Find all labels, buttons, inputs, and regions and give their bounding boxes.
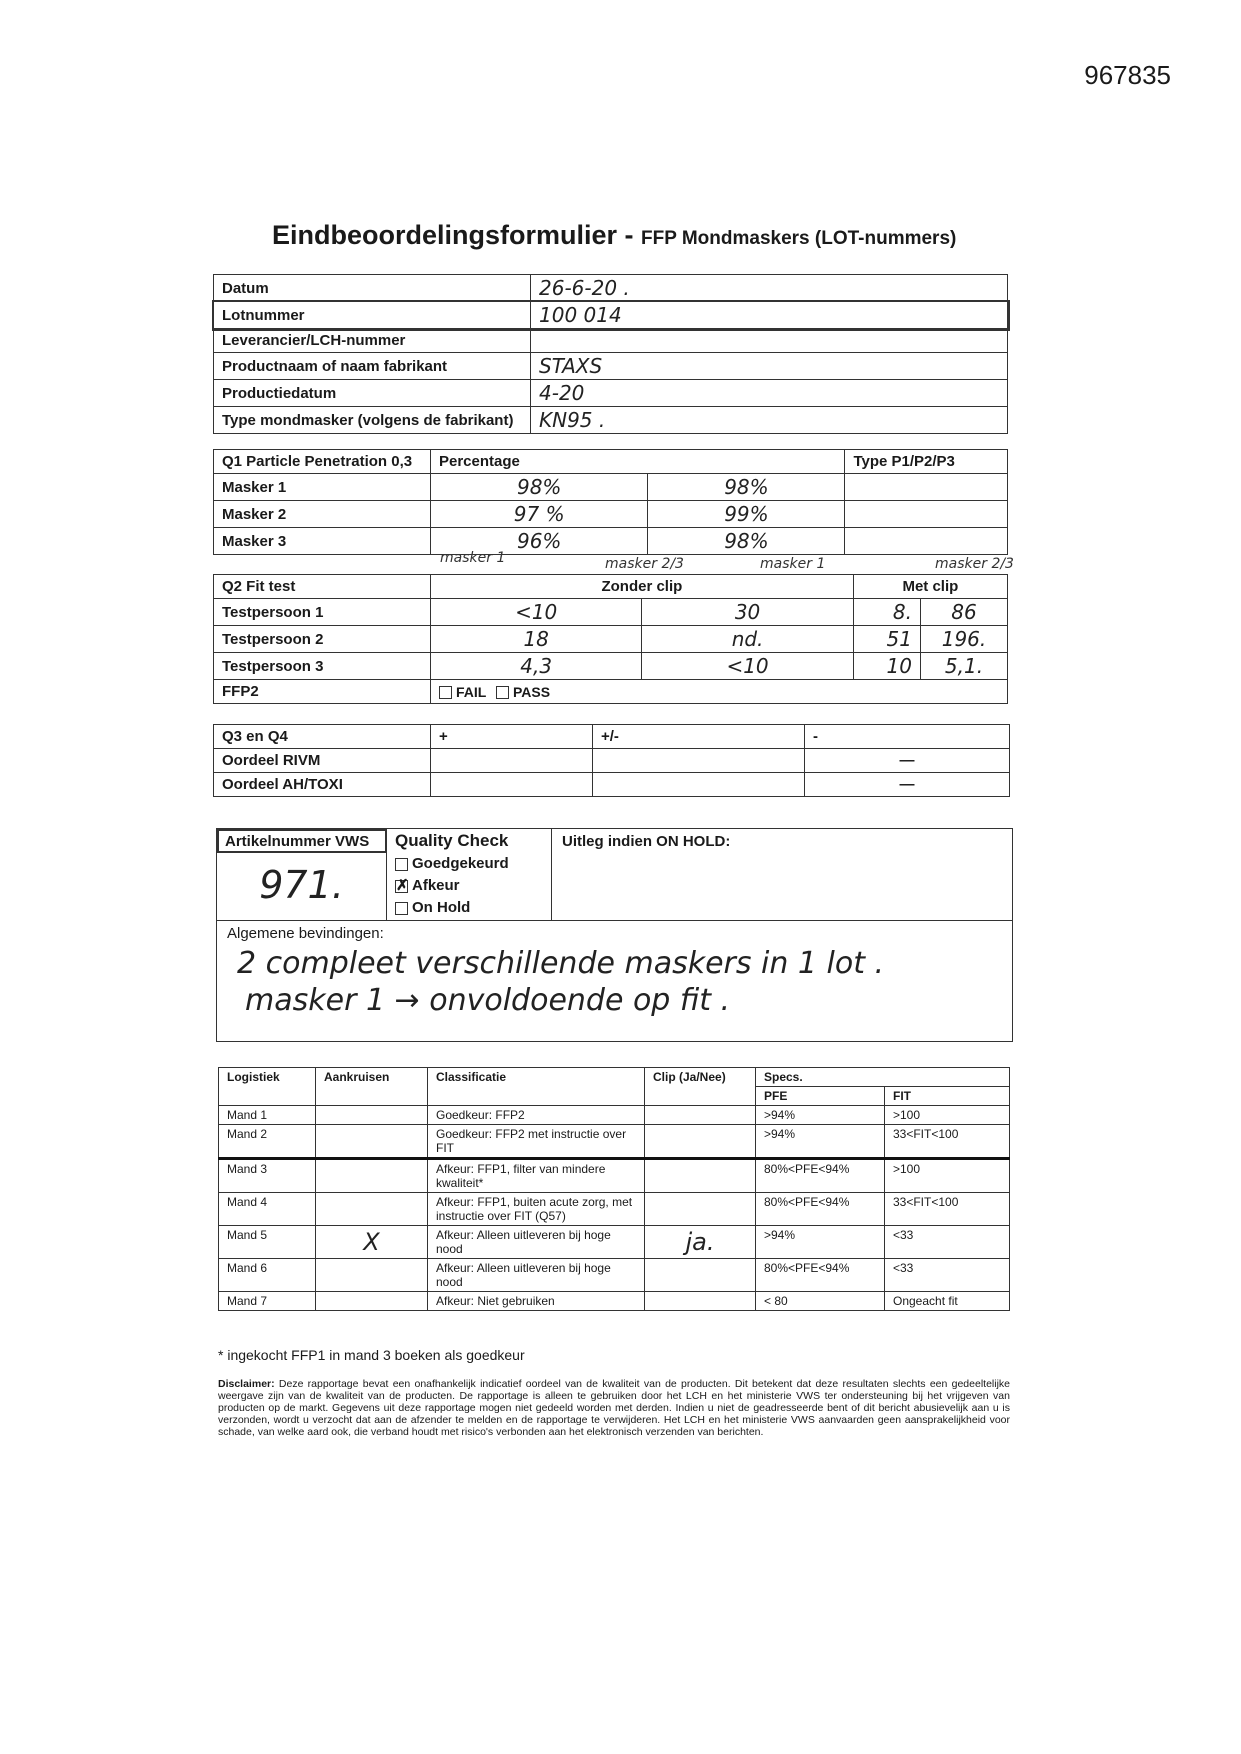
q2-annotation-masker23-clip: masker 2/3 [935,556,1014,572]
header-row [214,302,1008,329]
artikel-block [216,828,1013,1042]
disclaimer-text: Deze rapportage bevat een onafhankelijk indicatief oordeel van de kwaliteit van de producten. Dit betekent dat deze resultaten slechts een gedeeltelijke weergave zijn van de kwaliteit van de producten. De rapportage is alleen te gebruiken door het LCH en het ministerie VWS ter ondersteuning bij het vrijgeven van producten op de markt. Gegevens uit deze rapportage mogen niet gedeeld worden met derden. Indien u niet de geadresseerde bent of dit bericht abusievelijk aan u is verzonden, wordt u verzocht dat aan de afzender te melden en de rapportage te verwijderen. Het LCH en het ministerie VWS aanvaarden geen aansprakelijkheid voor schade, van welke aard ook, die verband houdt met risico's verbonden aan het elektronisch verzenden van berichten. [218,1378,1010,1438]
q2-met-2: 86 [921,599,1008,626]
qc-option: Afkeur [412,877,460,894]
mand-fit: Ongeacht fit [885,1292,1010,1311]
aankruisen-header: Aankruisen [316,1068,428,1106]
header-label: Leverancier/LCH-nummer [214,329,531,353]
q2-ffp2-row [214,680,1008,704]
onhold-checkbox[interactable] [395,902,408,915]
mand-class: Afkeur: Alleen uitleveren bij hoge nood [428,1259,645,1292]
q2-label: Q2 Fit test [214,575,431,599]
mand-pfe: < 80 [756,1292,885,1311]
clip-header: Clip (Ja/Nee) [645,1068,756,1106]
mand-fit: <33 [885,1226,1010,1259]
q2-annotation-masker1-clip: masker 1 [760,556,826,572]
q1-value-1: 97 % [431,501,648,528]
q3q4-row [214,773,1010,797]
q2-annotation-masker23: masker 2/3 [605,556,684,572]
q2-zonder-header: Zonder clip [431,575,854,599]
q1-row [214,474,1008,501]
goedgekeurd-checkbox[interactable] [395,858,408,871]
algemeen-line-1: 2 compleet verschillende maskers in 1 lot . [237,946,885,981]
mand-label: Mand 6 [219,1259,316,1292]
header-row [214,329,1008,353]
page-title [272,220,1032,251]
header-row [214,380,1008,407]
q1-type [845,528,1008,555]
q1-label: Q1 Particle Penetration 0,3 [214,450,431,474]
mand-label: Mand 7 [219,1292,316,1311]
disclaimer [218,1378,1010,1438]
logistiek-row [219,1159,1010,1193]
mand-label: Mand 2 [219,1125,316,1159]
mand-mark[interactable] [316,1106,428,1125]
afkeur-checkbox[interactable]: ✗ [396,876,409,894]
q2-row [214,599,1008,626]
q2-row [214,653,1008,680]
q3q4-minus-mark: — [805,773,1010,797]
q3q4-table [213,724,1010,797]
title-separator: - [617,220,642,250]
header-label: Productnaam of naam fabrikant [214,353,531,380]
qc-option: On Hold [412,899,471,916]
q1-value-2: 99% [648,501,845,528]
mand-class: Afkeur: FFP1, filter van mindere kwaliteit* [428,1159,645,1193]
mand-mark[interactable] [316,1193,428,1226]
header-value: 100 014 [531,302,1008,329]
mand-clip [645,1159,756,1193]
header-value: STAXS [531,353,1008,380]
mand-mark[interactable]: X [316,1226,428,1259]
mand-pfe: 80%<PFE<94% [756,1193,885,1226]
q2-header-row [214,575,1008,599]
mand-clip [645,1193,756,1226]
mand-pfe: >94% [756,1106,885,1125]
header-label: Type mondmasker (volgens de fabrikant) [214,407,531,434]
q2-met-2: 196. [921,626,1008,653]
mand-pfe: 80%<PFE<94% [756,1259,885,1292]
header-table [213,274,1008,434]
header-label: Productiedatum [214,380,531,407]
artikel-label: Artikelnummer VWS [225,833,370,850]
footnote: * ingekocht FFP1 in mand 3 boeken als goedkeur [218,1347,525,1363]
q3q4-row [214,749,1010,773]
q3q4-minus: - [805,725,1010,749]
pfe-header: PFE [756,1087,885,1106]
disclaimer-label: Disclaimer: [218,1378,275,1390]
mand-fit: 33<FIT<100 [885,1125,1010,1159]
q3q4-row-label: Oordeel RIVM [214,749,431,773]
mand-clip: ja. [645,1226,756,1259]
q1-row-label: Masker 2 [214,501,431,528]
q1-row-label: Masker 3 [214,528,431,555]
mand-clip [645,1259,756,1292]
mand-clip [645,1292,756,1311]
mand-fit: <33 [885,1259,1010,1292]
q2-zonder-1: <10 [431,599,642,626]
mand-class: Afkeur: Niet gebruiken [428,1292,645,1311]
mand-pfe: 80%<PFE<94% [756,1159,885,1193]
q2-zonder-1: 4,3 [431,653,642,680]
logistiek-header: Logistiek [219,1068,316,1106]
algemeen-line-2: masker 1 → onvoldoende op fit . [245,983,731,1018]
q2-row [214,626,1008,653]
q3q4-plusminus: +/- [593,725,805,749]
q1-table [213,449,1008,555]
artikel-value-cell [217,853,387,921]
q2-zonder-2: 30 [642,599,853,626]
page-number: 967835 [1084,60,1171,90]
q3q4-plus: + [431,725,593,749]
logistiek-row [219,1106,1010,1125]
logistiek-table [218,1067,1010,1311]
q2-table [213,574,1008,704]
q2-row-label: Testpersoon 1 [214,599,431,626]
q2-ffp2-label: FFP2 [214,680,431,704]
fit-header: FIT [885,1087,1010,1106]
title-sub: FFP Mondmaskers (LOT-nummers) [641,228,957,249]
mand-label: Mand 3 [219,1159,316,1193]
uitleg-label: Uitleg indien ON HOLD: [562,833,731,850]
mand-class: Afkeur: Alleen uitleveren bij hoge nood [428,1226,645,1259]
logistiek-row [219,1292,1010,1311]
q1-row [214,528,1008,555]
mand-clip [645,1106,756,1125]
header-value [531,329,1008,353]
q2-met-2: 5,1. [921,653,1008,680]
header-row [214,353,1008,380]
header-row [214,407,1008,434]
q1-value-2: 98% [648,474,845,501]
artikel-label-cell [217,829,387,853]
q1-percentage-header: Percentage [431,450,845,474]
q2-row-label: Testpersoon 2 [214,626,431,653]
q2-met-1: 10 [853,653,920,680]
mand-mark[interactable] [316,1292,428,1311]
q3q4-row-label: Oordeel AH/TOXI [214,773,431,797]
qc-column [387,829,552,921]
mand-pfe: >94% [756,1125,885,1159]
header-value: KN95 . [531,407,1008,434]
mand-fit: 33<FIT<100 [885,1193,1010,1226]
q1-type [845,474,1008,501]
q1-row [214,501,1008,528]
q2-annotation-masker1: masker 1 [440,550,506,566]
q1-value-1: 98% [431,474,648,501]
artikel-value: 971. [259,863,344,907]
q2-row-label: Testpersoon 3 [214,653,431,680]
header-label: Lotnummer [214,302,531,329]
mand-label: Mand 4 [219,1193,316,1226]
mand-class: Goedkeur: FFP2 [428,1106,645,1125]
q2-zonder-1: 18 [431,626,642,653]
algemeen-cell [217,921,1012,1041]
pass-checkbox[interactable] [496,686,509,699]
q2-zonder-2: nd. [642,626,853,653]
q2-met-header: Met clip [853,575,1007,599]
logistiek-header-row [219,1068,1010,1087]
q1-row-label: Masker 1 [214,474,431,501]
mand-fit: >100 [885,1159,1010,1193]
title-main: Eindbeoordelingsformulier [272,220,618,250]
q1-header-row [214,450,1008,474]
mand-class: Afkeur: FFP1, buiten acute zorg, met instructie over FIT (Q57) [428,1193,645,1226]
logistiek-row [219,1226,1010,1259]
mand-mark[interactable] [316,1159,428,1193]
pass-label: PASS [512,683,551,700]
q1-value-1: 96% [431,528,648,555]
mand-pfe: >94% [756,1226,885,1259]
algemeen-label: Algemene bevindingen: [227,925,384,942]
q2-met-1: 8. [853,599,920,626]
mand-label: Mand 5 [219,1226,316,1259]
header-value: 4-20 [531,380,1008,407]
fail-checkbox[interactable] [439,686,452,699]
uitleg-cell [552,829,1012,921]
q1-type [845,501,1008,528]
qc-label: Quality Check [395,831,509,850]
classificatie-header: Classificatie [428,1068,645,1106]
mand-class: Goedkeur: FFP2 met instructie over FIT [428,1125,645,1159]
mand-mark[interactable] [316,1125,428,1159]
qc-option: Goedgekeurd [412,855,509,872]
q2-zonder-2: <10 [642,653,853,680]
q1-type-header: Type P1/P2/P3 [845,450,1008,474]
mand-clip [645,1125,756,1159]
header-value: 26-6-20 . [531,275,1008,302]
specs-header: Specs. [756,1068,1010,1087]
logistiek-row [219,1259,1010,1292]
q3q4-header-row [214,725,1010,749]
q3q4-minus-mark: — [805,749,1010,773]
mand-label: Mand 1 [219,1106,316,1125]
q2-met-1: 51 [853,626,920,653]
q3q4-label: Q3 en Q4 [214,725,431,749]
mand-mark[interactable] [316,1259,428,1292]
q1-value-2: 98% [648,528,845,555]
logistiek-row [219,1125,1010,1159]
fail-label: FAIL [456,683,487,700]
header-label: Datum [214,275,531,302]
mand-fit: >100 [885,1106,1010,1125]
header-row [214,275,1008,302]
logistiek-row [219,1193,1010,1226]
